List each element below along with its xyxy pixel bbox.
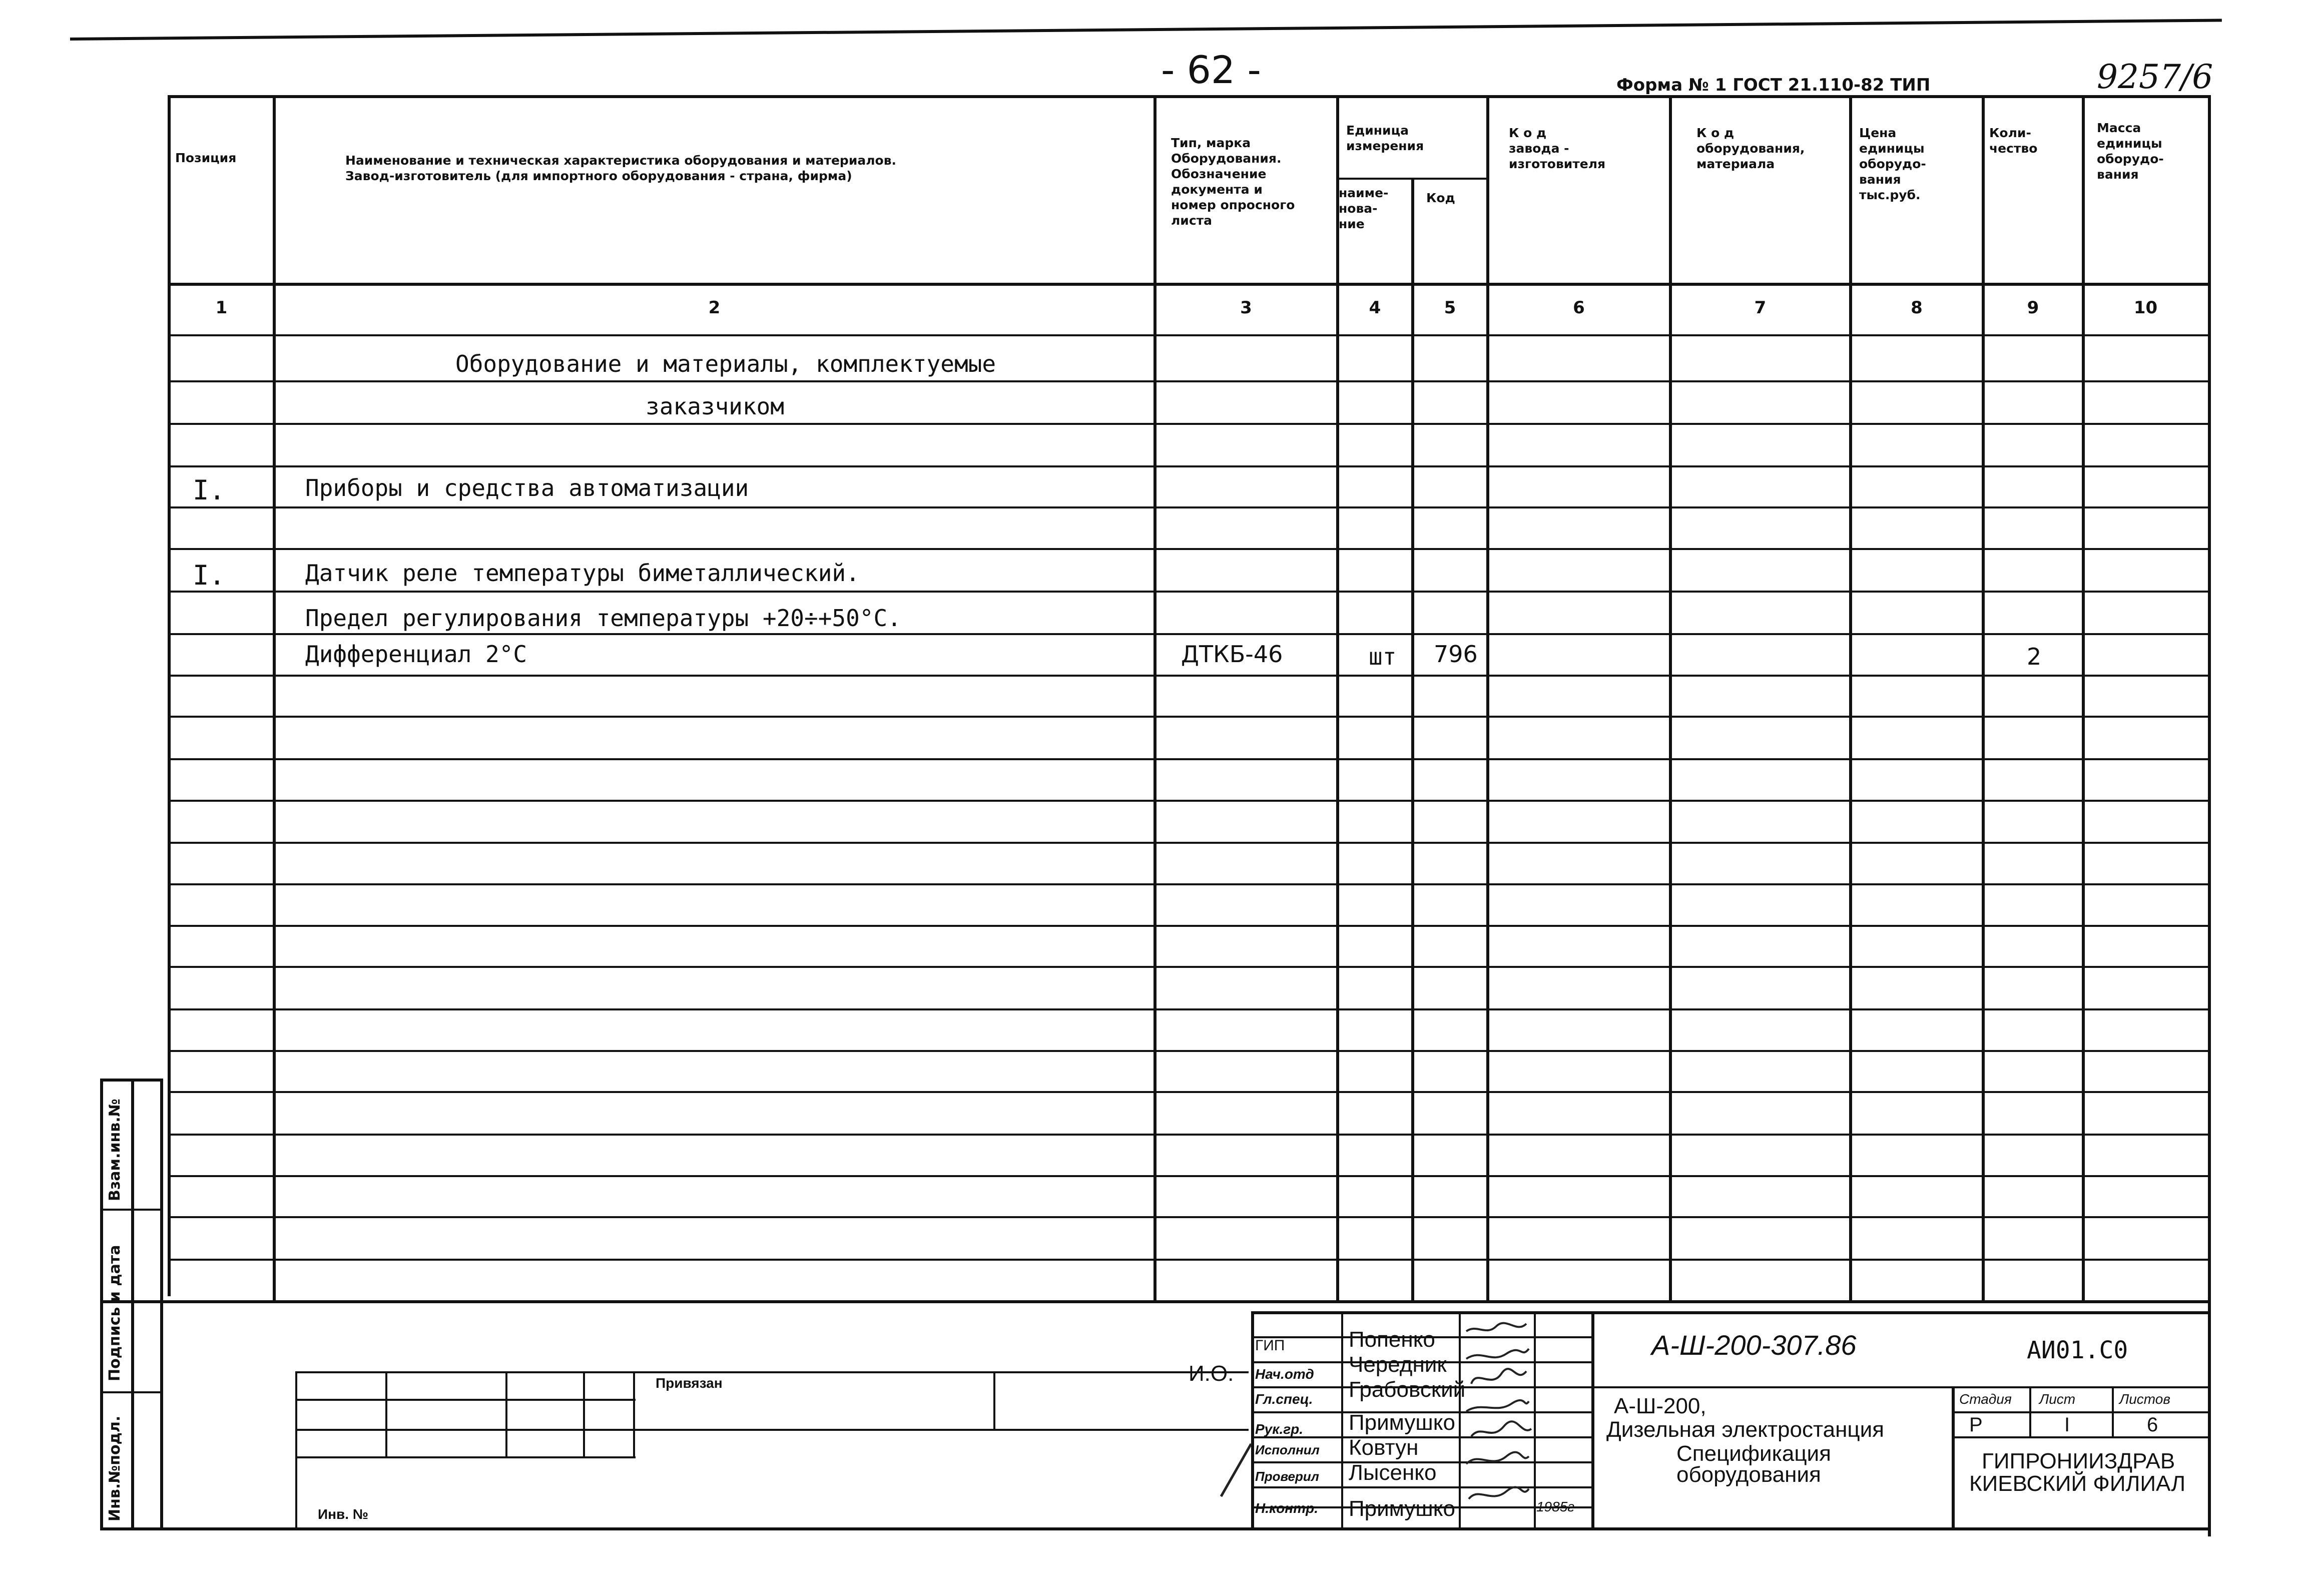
tb-line bbox=[2112, 1386, 2114, 1436]
col-number: 6 bbox=[1573, 298, 1585, 318]
row-line bbox=[168, 925, 2209, 927]
tb-project-line1: А-Ш-200, bbox=[1614, 1394, 1706, 1418]
tb-line bbox=[1251, 1311, 2209, 1314]
tb-line bbox=[2029, 1386, 2031, 1436]
row-line bbox=[168, 423, 2209, 425]
col-number: 4 bbox=[1369, 298, 1381, 318]
col-header-mass: Масса единицы оборудо- вания bbox=[2097, 121, 2164, 182]
tb-name: Примушко bbox=[1349, 1410, 1455, 1435]
col-number: 3 bbox=[1240, 298, 1252, 318]
margin-frame bbox=[131, 1079, 134, 1529]
col-divider bbox=[1154, 95, 1157, 1301]
col-divider bbox=[1411, 178, 1414, 1301]
row-line bbox=[168, 591, 2209, 593]
margin-frame bbox=[100, 1079, 103, 1529]
margin-inv-orig: Инв.№подл. bbox=[106, 1415, 124, 1521]
tb-line bbox=[1952, 1411, 2209, 1413]
row-line bbox=[168, 758, 2209, 760]
row-line bbox=[168, 675, 2209, 677]
tb-role: Гл.спец. bbox=[1255, 1391, 1313, 1407]
margin-frame bbox=[160, 1079, 163, 1529]
item-position: I. bbox=[193, 474, 226, 506]
tb-line bbox=[295, 1371, 1249, 1373]
margin-frame bbox=[100, 1209, 160, 1211]
col-header-price: Цена единицы оборудо- вания тыс.руб. bbox=[1859, 126, 1926, 202]
row-line bbox=[168, 1008, 2209, 1010]
tb-line bbox=[505, 1371, 507, 1456]
margin-frame bbox=[100, 1527, 2209, 1530]
tb-date: 1985г bbox=[1536, 1499, 1575, 1514]
tb-stage-label: Стадия bbox=[1959, 1391, 2012, 1407]
section-title-line2: заказчиком bbox=[646, 393, 784, 420]
tb-role: ГИП bbox=[1255, 1337, 1285, 1354]
tb-line bbox=[295, 1371, 297, 1527]
tb-role: Н.контр. bbox=[1255, 1500, 1318, 1516]
tb-line bbox=[583, 1371, 585, 1456]
item-name: Приборы и средства автоматизации bbox=[305, 474, 749, 501]
signature-stroke bbox=[1216, 1441, 1256, 1501]
col-header-equipment-code: К о д оборудования, материала bbox=[1696, 126, 1805, 171]
tb-doc-code: А-Ш-200-307.86 bbox=[1651, 1329, 1857, 1361]
row-line bbox=[168, 380, 2209, 382]
tb-io: И.О. bbox=[1189, 1361, 1234, 1386]
item-type: ДТКБ-46 bbox=[1181, 641, 1283, 668]
tb-line bbox=[385, 1371, 387, 1456]
col-header-unit-group: Единица измерения bbox=[1346, 123, 1424, 153]
row-line bbox=[168, 1050, 2209, 1052]
margin-frame bbox=[100, 1391, 160, 1393]
col-number: 7 bbox=[1754, 298, 1767, 318]
tb-stage: Р bbox=[1969, 1414, 1983, 1436]
section-title-line1: Оборудование и материалы, комплектуемые bbox=[455, 350, 996, 377]
tb-project-line2: Дизельная электростанция bbox=[1606, 1417, 1884, 1442]
doc-number: 9257/6 bbox=[2097, 58, 2213, 96]
col-header-unit-code: Код bbox=[1426, 191, 1455, 205]
row-line bbox=[168, 1216, 2209, 1218]
tb-role: Проверил bbox=[1255, 1469, 1319, 1484]
tb-role: Нач.отд bbox=[1255, 1366, 1314, 1382]
table-left-border bbox=[168, 95, 171, 1296]
tb-project-line4: оборудования bbox=[1676, 1462, 1821, 1487]
tb-name: Примушко bbox=[1349, 1496, 1455, 1521]
item-quantity: 2 bbox=[2027, 643, 2042, 670]
row-line bbox=[168, 716, 2209, 718]
tb-line bbox=[1952, 1436, 2209, 1438]
row-line bbox=[168, 1175, 2209, 1177]
colnum-bottom-border bbox=[168, 334, 2209, 336]
signature-image bbox=[1461, 1314, 1534, 1524]
col-header-unit-name: наиме- нова- ние bbox=[1339, 186, 1389, 231]
margin-replace-inv: Взам.инв.№ bbox=[106, 1099, 124, 1201]
item-description: Предел регулирования температуры +20÷+50°С. bbox=[305, 605, 901, 632]
tb-name: Грабовский bbox=[1349, 1377, 1466, 1402]
row-line bbox=[168, 842, 2209, 844]
tb-privyazan: Привязан bbox=[656, 1375, 723, 1391]
tb-line bbox=[1952, 1386, 1955, 1527]
row-line bbox=[168, 1259, 2209, 1261]
header-bottom-border bbox=[168, 283, 2209, 286]
tb-sheet-code: АИ01.С0 bbox=[2027, 1336, 2128, 1364]
tb-line bbox=[1251, 1486, 1591, 1488]
tb-line bbox=[1591, 1386, 2209, 1388]
table-body-bottom bbox=[100, 1300, 2209, 1303]
col-number: 9 bbox=[2027, 298, 2039, 318]
col-divider bbox=[273, 95, 276, 1301]
row-line bbox=[168, 1134, 2209, 1136]
tb-role: Исполнил bbox=[1255, 1442, 1320, 1457]
tb-name: Чередник bbox=[1349, 1352, 1447, 1377]
margin-sign-date: Подпись и дата bbox=[106, 1245, 124, 1381]
tb-line bbox=[633, 1371, 635, 1456]
row-line bbox=[168, 800, 2209, 802]
item-unit-code: 796 bbox=[1434, 641, 1478, 668]
col-number: 8 bbox=[1911, 298, 1923, 318]
col-divider bbox=[2082, 95, 2085, 1301]
tb-name: Ковтун bbox=[1349, 1435, 1419, 1460]
col-header-position: Позиция bbox=[175, 151, 237, 165]
tb-line bbox=[1534, 1311, 1536, 1527]
form-label: Форма № 1 ГОСТ 21.110-82 ТИП bbox=[1616, 75, 1931, 95]
col-number: 5 bbox=[1444, 298, 1456, 318]
row-line bbox=[168, 548, 2209, 550]
table-right-border bbox=[2208, 95, 2211, 1536]
item-position: I. bbox=[193, 560, 226, 591]
col-number: 2 bbox=[708, 298, 721, 318]
row-line bbox=[168, 633, 2209, 635]
col-divider bbox=[1486, 95, 1489, 1301]
tb-line bbox=[1591, 1311, 1594, 1527]
tb-sheet-label: Лист bbox=[2039, 1391, 2076, 1407]
row-line bbox=[168, 1091, 2209, 1093]
tb-inv-no: Инв. № bbox=[318, 1506, 369, 1522]
tb-name: Попенко bbox=[1349, 1327, 1435, 1352]
tb-line bbox=[295, 1456, 636, 1458]
page-number: - 62 - bbox=[1161, 48, 1261, 92]
row-line bbox=[168, 465, 2209, 467]
unit-subheader-line bbox=[1336, 178, 1486, 180]
row-line bbox=[168, 506, 2209, 508]
tb-sheet: I bbox=[2064, 1414, 2070, 1436]
col-header-name: Наименование и техническая характеристика оборудования и материалов. Завод-изготовитель (для импортного оборудования - страна, фирма) bbox=[345, 153, 897, 183]
col-number: 10 bbox=[2133, 298, 2158, 318]
row-line bbox=[168, 966, 2209, 968]
col-number: 1 bbox=[215, 298, 228, 318]
col-header-quantity: Коли- чество bbox=[1989, 126, 2038, 156]
tb-line bbox=[295, 1429, 1249, 1431]
item-unit: шт bbox=[1369, 643, 1397, 670]
col-divider bbox=[1982, 95, 1985, 1301]
tb-sheets-label: Листов bbox=[2119, 1391, 2170, 1407]
item-description: Дифференциал 2°С bbox=[305, 641, 527, 668]
table-top-border bbox=[168, 95, 2209, 98]
tb-line bbox=[1459, 1311, 1461, 1527]
tb-line bbox=[993, 1371, 995, 1429]
col-header-factory-code: К о д завода - изготовителя bbox=[1509, 126, 1606, 171]
tb-line bbox=[1341, 1311, 1343, 1527]
top-border bbox=[70, 19, 2222, 41]
row-line bbox=[168, 883, 2209, 885]
margin-frame bbox=[100, 1079, 160, 1082]
col-divider bbox=[1669, 95, 1672, 1301]
col-divider bbox=[1849, 95, 1852, 1301]
tb-project-line3: Спецификация bbox=[1676, 1441, 1831, 1466]
item-name: Датчик реле температуры биметаллический. bbox=[305, 560, 860, 587]
tb-org-line1: ГИПРОНИИЗДРАВ bbox=[1982, 1449, 2175, 1473]
col-divider bbox=[1336, 95, 1339, 1301]
tb-sheets: 6 bbox=[2147, 1414, 2158, 1436]
tb-name: Лысенко bbox=[1349, 1460, 1437, 1485]
tb-org-line2: КИЕВСКИЙ ФИЛИАЛ bbox=[1969, 1471, 2186, 1496]
tb-role: Рук.гр. bbox=[1255, 1421, 1304, 1437]
col-header-type: Тип, марка Оборудования. Обозначение документа и номер опросного листа bbox=[1171, 136, 1295, 228]
